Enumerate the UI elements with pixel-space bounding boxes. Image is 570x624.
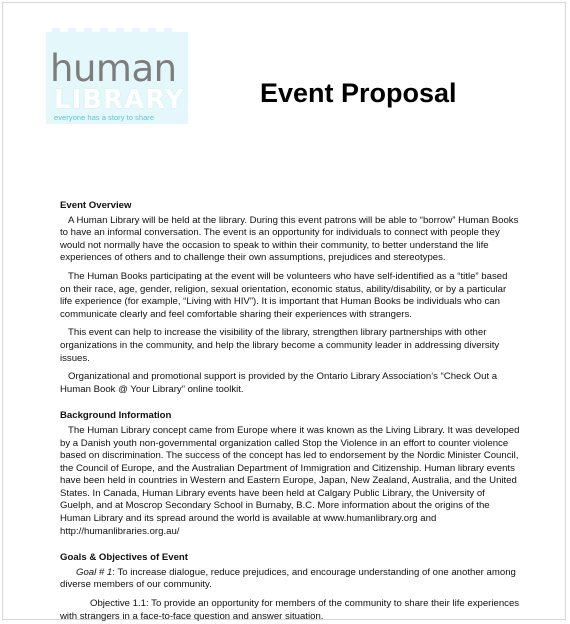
- section-heading-background: Background Information: [60, 410, 172, 422]
- section-spacer: [60, 402, 520, 410]
- logo-crenel: [100, 28, 108, 36]
- logo-crenel: [132, 28, 140, 36]
- section-spacer: [60, 544, 520, 552]
- logo-crenel: [68, 28, 76, 36]
- goal-text: : To increase dialogue, reduce prejudices, and encourage understanding of one another among diverse members of our community.: [60, 566, 516, 591]
- overview-paragraph: This event can help to increase the visibility of the library, strengthen library partnerships with other organizations in the community, and help the library become a community leader in addressing diversity issues.: [60, 327, 500, 364]
- objective-text: : To provide an opportunity for members of the community to share their life experiences with strangers in a face-to-face question and answer situation.: [60, 598, 520, 622]
- logo-word-library: LIBRARY: [54, 85, 185, 115]
- logo-crenel: [52, 28, 60, 36]
- document-body: [60, 200, 520, 623]
- section-heading-goals: Goals & Objectives of Event: [60, 552, 188, 564]
- logo-crenel: [116, 28, 124, 36]
- objective-label: Objective 1.1: [90, 598, 146, 610]
- goal-label: Goal # 1: [76, 566, 113, 578]
- logo-crenel: [164, 28, 172, 36]
- page-title: Event Proposal: [260, 78, 457, 108]
- logo-tagline: everyone has a story to share: [54, 113, 155, 122]
- background-paragraph: The Human Library concept came from Europe where it was known as the Living Library. It was developed by a Danish youth non-governmental organization called Stop the Violence in an effort to counter violence based on discrimination. The success of the concept has led to endorsement by the Nordic Minister Council, the Council of Europe, and the Australian Department of Immigration and Citizenship. Human library events have been held in countries in Western and Eastern Europe, Japan, New Zealand, Australia, and the United States. In Canada, Human Library events have been held at Calgary Public Library, the University of Guelph, and at Moscrop Secondary School in Burnaby, B.C. More information about the origins of the Human Library and its spread around the world is available at www.humanlibrary.org and http://humanlibraries.org.au/: [60, 424, 520, 537]
- goal-item: [60, 567, 520, 592]
- logo-crenel: [148, 28, 156, 36]
- logo-crenel: [84, 28, 92, 36]
- logo-word-human: human: [50, 47, 177, 90]
- human-library-logo: [46, 32, 188, 124]
- section-heading-overview: Event Overview: [60, 200, 132, 211]
- overview-paragraph: Organizational and promotional support is provided by the Ontario Library Association’s “Check Out a Human Book @ Your Library” online toolkit.: [60, 371, 498, 395]
- overview-paragraph: A Human Library will be held at the library. During this event patrons will be able to “borrow” Human Books to have an informal conversation. The event is an opportunity for individuals to connect with people they would not normally have the occasion to speak to within their community, to better understand the life experiences of others and to challenge their own assumptions, prejudices and stereotypes.: [60, 214, 519, 264]
- objective-item: [60, 598, 520, 623]
- overview-paragraph: The Human Books participating at the event will be volunteers who have self-identified as a “title” based on their race, age, gender, religion, sexual orientation, economic status, ability/disability, or by a particular life experience (for example, “Living with HIV”). It is important that Human Books be individuals who can communicate clearly and feel comfortable sharing their experiences with strangers.: [60, 270, 508, 320]
